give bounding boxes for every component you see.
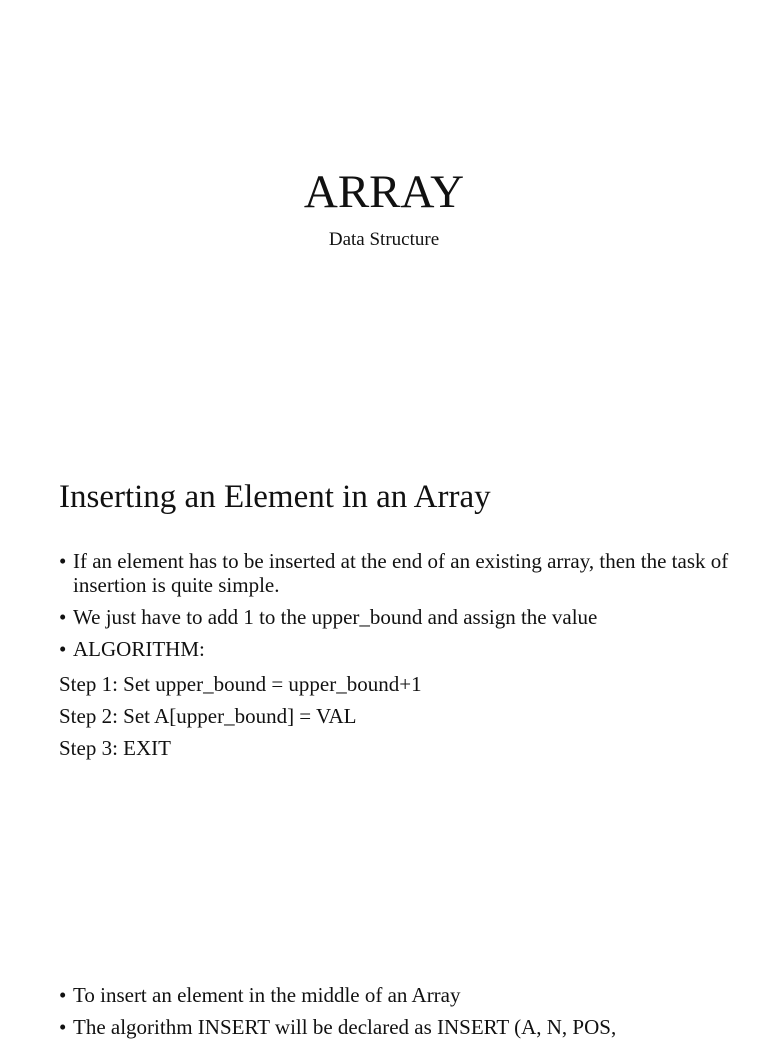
bullet-text: We just have to add 1 to the upper_bound and assign the value: [73, 605, 598, 629]
bullet-icon: •: [59, 549, 67, 573]
next-slide-bullet-list: [59, 983, 749, 1047]
slide-subtitle: Data Structure: [328, 229, 440, 250]
bullet-list: [59, 549, 729, 669]
list-item: [59, 549, 729, 597]
list-item: [59, 605, 729, 629]
bullet-text: To insert an element in the middle of an Array: [73, 983, 461, 1007]
list-item: [59, 983, 749, 1007]
bullet-icon: •: [59, 983, 67, 1007]
list-item: [59, 637, 729, 661]
bullet-icon: •: [59, 605, 67, 629]
algorithm-step: Step 3: EXIT: [59, 736, 171, 760]
slide-title: ARRAY: [303, 166, 465, 218]
algorithm-step: Step 2: Set A[upper_bound] = VAL: [59, 704, 357, 728]
bullet-icon: •: [59, 1015, 67, 1039]
bullet-text: The algorithm INSERT will be declared as INSERT (A, N, POS,: [73, 1015, 617, 1039]
bullet-icon: •: [59, 637, 67, 661]
bullet-text: If an element has to be inserted at the end of an existing array, then the task of insertion is quite simple.: [73, 549, 729, 597]
list-item: [59, 1015, 749, 1039]
algorithm-step: Step 1: Set upper_bound = upper_bound+1: [59, 672, 422, 696]
bullet-text: ALGORITHM:: [73, 637, 205, 661]
section-heading: Inserting an Element in an Array: [59, 479, 491, 515]
